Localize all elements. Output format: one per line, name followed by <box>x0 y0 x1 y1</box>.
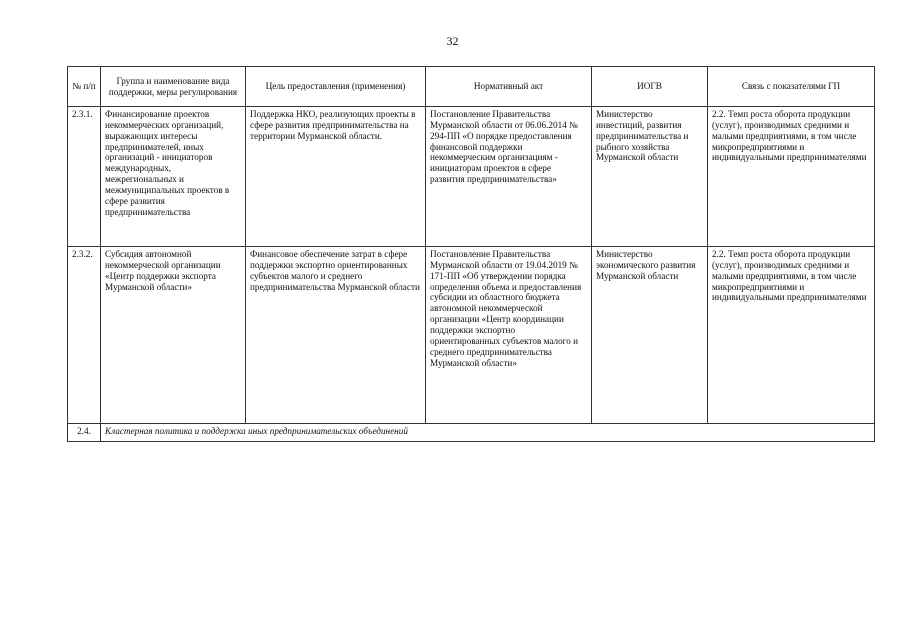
table-row <box>68 107 875 247</box>
page-number: 32 <box>446 34 459 48</box>
row-group: Субсидия автономной некоммерческой организации «Центр поддержки экспорта Мурманской области» <box>101 247 246 424</box>
table-header-row <box>68 67 875 107</box>
row-goal: Финансовое обеспечение затрат в сфере поддержки экспортно ориентированных субъектов малого и среднего предпринимательства Мурманской области <box>246 247 426 424</box>
row-group: Финансирование проектов некоммерческих организаций, выражающих интересы предпринимателей, иных организаций - инициаторов международных, межрегиональных и межмуниципальных проектов в сфере развития предпринимательства <box>101 107 246 247</box>
header-group: Группа и наименование вида поддержки, меры регулирования <box>101 67 246 107</box>
section-num: 2.4. <box>68 424 101 442</box>
row-goal: Поддержка НКО, реализующих проекты в сфере развития предпринимательства на территории Мурманской области. <box>246 107 426 247</box>
row-num: 2.3.1. <box>68 107 101 247</box>
table-row <box>68 247 875 424</box>
support-measures-table <box>67 66 875 442</box>
row-act: Постановление Правительства Мурманской области от 06.06.2014 № 294-ПП «О порядке предоставления финансовой поддержки некоммерческим организациям - инициаторам проектов в сфере развития предпринимательства» <box>426 107 592 247</box>
row-num: 2.3.2. <box>68 247 101 424</box>
section-row <box>68 424 875 442</box>
row-link: 2.2. Темп роста оборота продукции (услуг), производимых средними и малыми предприятиями, в том числе микропредприятиями и индивидуальными предпринимателями <box>708 247 875 424</box>
row-act: Постановление Правительства Мурманской области от 19.04.2019 № 171-ПП «Об утверждении порядка определения объема и предоставления субсидии из областного бюджета автономной некоммерческой организации «Центр координации поддержки экспортно ориентированных субъектов малого и среднего предпринимательства Мурманской области» <box>426 247 592 424</box>
row-iogv: Министерство инвестиций, развития предпринимательства и рыбного хозяйства Мурманской области <box>592 107 708 247</box>
header-link: Связь с показателями ГП <box>708 67 875 107</box>
header-goal: Цель предоставления (применения) <box>246 67 426 107</box>
header-act: Нормативный акт <box>426 67 592 107</box>
section-title: Кластерная политика и поддержка иных предпринимательских объединений <box>101 424 875 442</box>
header-iogv: ИОГВ <box>592 67 708 107</box>
header-num: № п/п <box>68 67 101 107</box>
row-iogv: Министерство экономического развития Мурманской области <box>592 247 708 424</box>
row-link: 2.2. Темп роста оборота продукции (услуг), производимых средними и малыми предприятиями, в том числе микропредприятиями и индивидуальными предпринимателями <box>708 107 875 247</box>
